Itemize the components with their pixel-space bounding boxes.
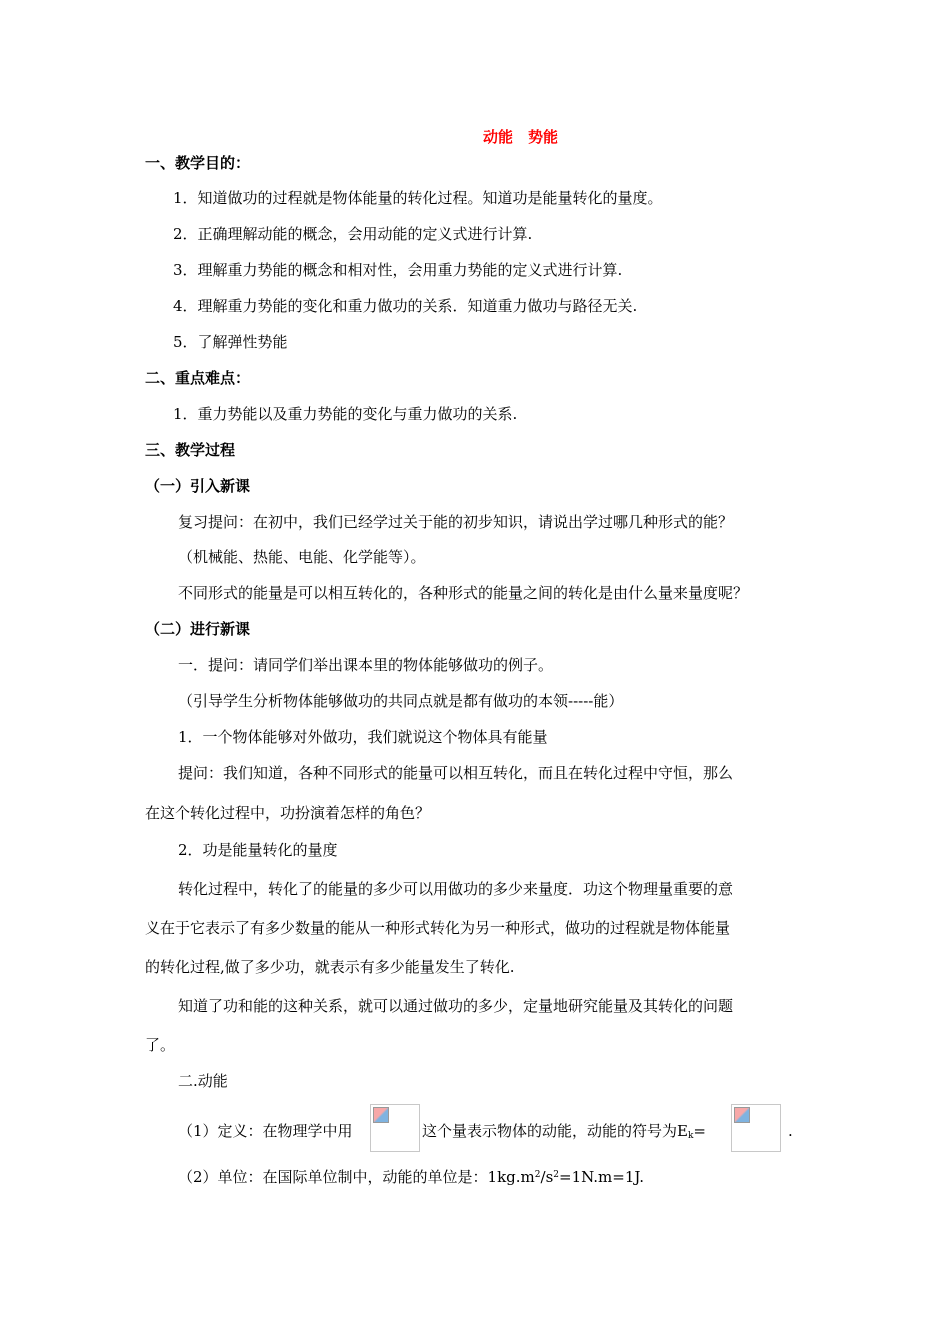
paragraph-know-line: 了。	[145, 1036, 176, 1054]
broken-image-icon	[373, 1107, 389, 1123]
broken-image-icon	[734, 1107, 750, 1123]
objective-item: 4．理解重力势能的变化和重力做功的关系．知道重力做功与路径无关.	[173, 297, 638, 315]
objective-item: 3．理解重力势能的概念和相对性，会用重力势能的定义式进行计算.	[173, 261, 623, 279]
objective-item: 2．正确理解动能的概念，会用动能的定义式进行计算.	[173, 225, 533, 243]
page-title: 动能 势能	[483, 128, 559, 146]
paragraph-measure-line: 的转化过程,做了多少功，就表示有多少能量发生了转化.	[145, 958, 515, 976]
definition-middle: 这个量表示物体的动能，动能的符号为E	[422, 1122, 688, 1140]
objective-item: 5．了解弹性势能	[173, 333, 288, 351]
paragraph-ask: 一．提问：请同学们举出课本里的物体能够做功的例子。	[178, 656, 554, 674]
paragraph-forms: （机械能、热能、电能、化学能等）。	[178, 548, 426, 566]
paragraph-guide: （引导学生分析物体能够做功的共同点就是都有做功的本领-----能）	[178, 692, 624, 710]
section-heading-objectives: 一、教学目的：	[145, 154, 251, 172]
unit-end: =1N.m=1J.	[559, 1168, 645, 1186]
paragraph-point-1: 1．一个物体能够对外做功，我们就说这个物体具有能量	[178, 728, 548, 746]
unit-prefix: （2）单位：在国际单位制中，动能的单位是：1kg.m	[178, 1168, 535, 1186]
section-heading-key-points: 二、重点难点：	[145, 369, 251, 387]
formula-image-placeholder	[731, 1104, 781, 1152]
unit-sup-1: 2	[534, 1170, 541, 1180]
objective-item: 1．知道做功的过程就是物体能量的转化过程。知道功是能量转化的量度。	[173, 189, 663, 207]
definition-end: .	[788, 1122, 793, 1140]
definition-subscript: k	[687, 1131, 694, 1141]
definition-equals: =	[693, 1122, 706, 1140]
paragraph-question-line: 提问：我们知道，各种不同形式的能量可以相互转化，而且在转化过程中守恒，那么	[178, 764, 734, 782]
definition-line	[178, 1121, 353, 1141]
key-point-item: 1．重力势能以及重力势能的变化与重力做功的关系.	[173, 405, 518, 423]
paragraph-measure-line: 转化过程中，转化了的能量的多少可以用做功的多少来量度．功这个物理量重要的意	[178, 880, 734, 898]
formula-image-placeholder	[370, 1104, 420, 1152]
paragraph-measure-line: 义在于它表示了有多少数量的能从一种形式转化为另一种形式，做功的过程就是物体能量	[145, 919, 731, 937]
section-heading-process: 三、教学过程	[145, 441, 236, 459]
subsection-heading-intro: （一）引入新课	[145, 477, 251, 495]
paragraph-know-line: 知道了功和能的这种关系，就可以通过做功的多少，定量地研究能量及其转化的问题	[178, 997, 734, 1015]
paragraph-convert: 不同形式的能量是可以相互转化的，各种形式的能量之间的转化是由什么量来量度呢？	[178, 584, 749, 602]
kinetic-energy-heading: 二.动能	[178, 1072, 228, 1090]
paragraph-point-2: 2．功是能量转化的量度	[178, 841, 338, 859]
definition-middle-line	[422, 1121, 706, 1141]
unit-mid: /s	[540, 1168, 554, 1186]
paragraph-review: 复习提问：在初中，我们已经学过关于能的初步知识，请说出学过哪几种形式的能？	[178, 513, 734, 531]
subsection-heading-new-lesson: （二）进行新课	[145, 620, 251, 638]
paragraph-question-line: 在这个转化过程中，功扮演着怎样的角色？	[145, 804, 431, 822]
definition-prefix: （1）定义：在物理学中用	[178, 1122, 353, 1140]
unit-sup-2: 2	[553, 1170, 560, 1180]
unit-line	[178, 1167, 644, 1187]
